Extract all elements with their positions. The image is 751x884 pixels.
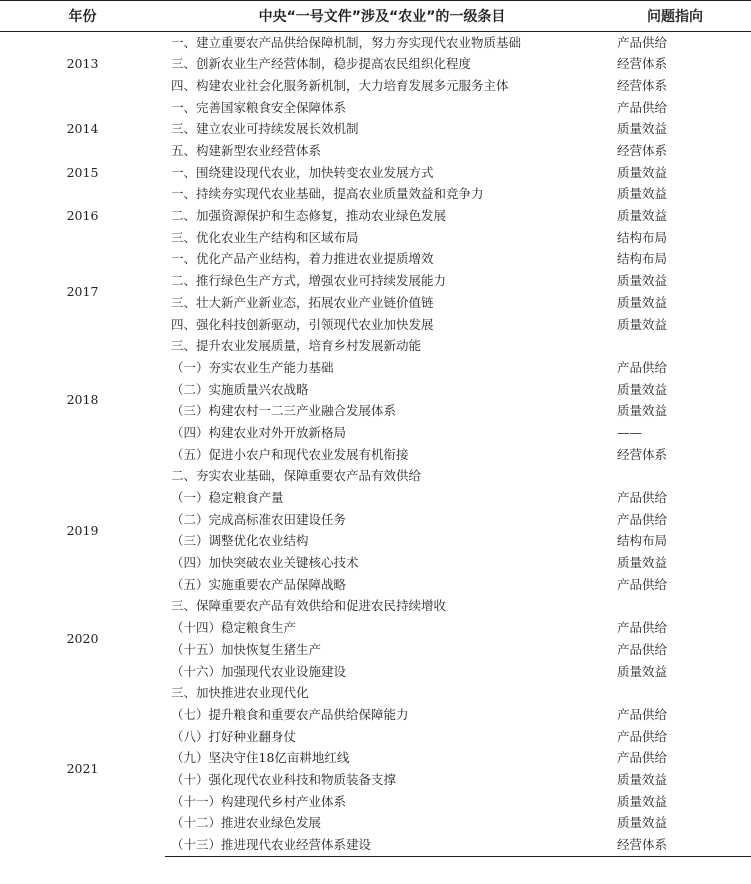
direction-cell: 结构布局	[617, 229, 668, 245]
year-cell: 2016	[66, 208, 99, 224]
year-cell: 2020	[66, 631, 99, 646]
direction-cell: 质量效益	[617, 381, 668, 397]
year-cell: 2017	[66, 284, 99, 299]
item-cell: 三、创新农业生产经营体制，稳步提高农民组织化程度	[171, 56, 472, 72]
item-cell: （十二）推进农业绿色发展	[171, 815, 322, 831]
item-cell: 三、提升农业发展质量，培育乡村发展新动能	[171, 338, 422, 354]
item-cell: 二、加强资源保护和生态修复，推动农业绿色发展	[171, 208, 447, 224]
direction-cell: 产品供给	[617, 728, 668, 744]
item-cell: 一、建立重要农产品供给保障机制，努力夯实现代农业物质基础	[171, 34, 522, 50]
item-cell: （三）构建农村一二三产业融合发展体系	[171, 403, 397, 419]
table-row	[0, 596, 751, 618]
direction-cell: 经营体系	[617, 56, 668, 72]
direction-cell: 质量效益	[617, 164, 668, 180]
year-cell: 2014	[66, 121, 99, 137]
item-cell: （十）强化现代农业科技和物质装备支撑	[171, 771, 397, 787]
item-cell: 三、加快推进农业现代化	[171, 685, 309, 701]
item-cell: （十四）稳定粮食生产	[171, 620, 297, 636]
year-cell: 2015	[66, 164, 99, 180]
item-cell: （一）稳定粮食产量	[171, 490, 284, 506]
direction-cell: 质量效益	[617, 121, 668, 137]
header-row	[0, 1, 751, 32]
direction-cell: 质量效益	[617, 316, 668, 332]
direction-cell: 经营体系	[617, 77, 668, 93]
table-body	[0, 32, 751, 857]
direction-cell: 质量效益	[617, 815, 668, 831]
item-cell: 三、优化农业生产结构和区域布局	[171, 229, 359, 245]
item-cell: （四）构建农业对外开放新格局	[171, 424, 347, 440]
direction-cell: 质量效益	[617, 663, 668, 679]
table-row	[0, 683, 751, 705]
item-cell: 四、强化科技创新驱动，引领现代农业加快发展	[171, 316, 434, 332]
item-cell: （五）促进小农户和现代农业发展有机衔接	[171, 446, 409, 462]
item-cell: 一、围绕建设现代农业，加快转变农业发展方式	[171, 164, 434, 180]
direction-cell: 产品供给	[617, 706, 668, 722]
direction-cell: 经营体系	[617, 446, 668, 462]
direction-cell	[599, 466, 751, 488]
year-cell: 2013	[66, 56, 99, 72]
item-cell: 二、夯实农业基础，保障重要农产品有效供给	[171, 468, 422, 484]
direction-cell: 产品供给	[617, 511, 668, 527]
direction-cell	[599, 336, 751, 358]
item-cell: （十一）构建现代乡村产业体系	[171, 793, 347, 809]
item-cell: （五）实施重要农产品保障战略	[171, 576, 347, 592]
table-row	[0, 336, 751, 358]
year-cell: 2018	[66, 392, 99, 408]
direction-cell: 产品供给	[617, 490, 668, 506]
table-row	[0, 32, 751, 54]
table-row	[0, 162, 751, 184]
direction-cell: 产品供给	[617, 99, 668, 115]
direction-cell: 经营体系	[617, 143, 668, 159]
item-cell: 三、保障重要农产品有效供给和促进农民持续增收	[171, 598, 447, 614]
item-cell: 三、壮大新产业新业态，拓展农业产业链价值链	[171, 294, 434, 310]
direction-cell: 质量效益	[617, 771, 668, 787]
item-cell: （二）实施质量兴农战略	[171, 381, 309, 397]
item-cell: （三）调整优化农业结构	[171, 533, 309, 549]
direction-cell: 产品供给	[617, 576, 668, 592]
direction-cell: 质量效益	[617, 273, 668, 289]
direction-cell: 结构布局	[617, 533, 668, 549]
direction-cell: 产品供给	[617, 34, 668, 50]
table-row	[0, 249, 751, 271]
direction-cell: 产品供给	[617, 750, 668, 766]
item-cell: 四、构建农业社会化服务新机制，大力培育发展多元服务主体	[171, 77, 509, 93]
item-cell: 二、推行绿色生产方式，增强农业可持续发展能力	[171, 273, 447, 289]
header-item: 中央“一号文件”涉及“农业”的一级条目	[165, 1, 599, 32]
direction-cell: 质量效益	[617, 186, 668, 202]
year-cell: 2019	[66, 522, 99, 538]
table-row	[0, 97, 751, 119]
item-cell: （十六）加强现代农业设施建设	[171, 663, 347, 679]
direction-cell: 质量效益	[617, 793, 668, 809]
direction-cell: 产品供给	[617, 620, 668, 636]
item-cell: （十三）推进现代农业经营体系建设	[165, 834, 599, 856]
item-cell: （二）完成高标准农田建设任务	[171, 511, 347, 527]
item-cell: 一、完善国家粮食安全保障体系	[171, 99, 347, 115]
item-cell: 一、优化产品产业结构，着力推进农业提质增效	[171, 251, 434, 267]
direction-cell: 经营体系	[599, 834, 751, 856]
direction-cell: 质量效益	[617, 208, 668, 224]
direction-cell: 产品供给	[617, 359, 668, 375]
item-cell: 一、持续夯实现代农业基础，提高农业质量效益和竞争力	[171, 186, 484, 202]
header-direction: 问题指向	[599, 1, 751, 32]
direction-cell	[599, 683, 751, 705]
direction-cell: 质量效益	[617, 555, 668, 571]
table-row	[0, 184, 751, 206]
item-cell: 五、构建新型农业经营体系	[171, 143, 322, 159]
table-row	[0, 466, 751, 488]
header-year: 年份	[0, 1, 165, 32]
item-cell: （九）坚决守住18亿亩耕地红线	[171, 750, 350, 766]
year-cell: 2021	[66, 761, 99, 777]
direction-cell: 结构布局	[617, 251, 668, 267]
direction-cell: 质量效益	[617, 403, 668, 419]
direction-cell	[599, 596, 751, 618]
direction-cell: ——	[617, 424, 642, 440]
item-cell: （一）夯实农业生产能力基础	[171, 359, 334, 375]
item-cell: 三、建立农业可持续发展长效机制	[171, 121, 359, 137]
direction-cell: 产品供给	[617, 641, 668, 657]
item-cell: （四）加快突破农业关键核心技术	[171, 555, 359, 571]
direction-cell: 质量效益	[617, 294, 668, 310]
item-cell: （七）提升粮食和重要农产品供给保障能力	[171, 706, 409, 722]
item-cell: （八）打好种业翻身仗	[171, 728, 297, 744]
item-cell: （十五）加快恢复生猪生产	[171, 641, 322, 657]
